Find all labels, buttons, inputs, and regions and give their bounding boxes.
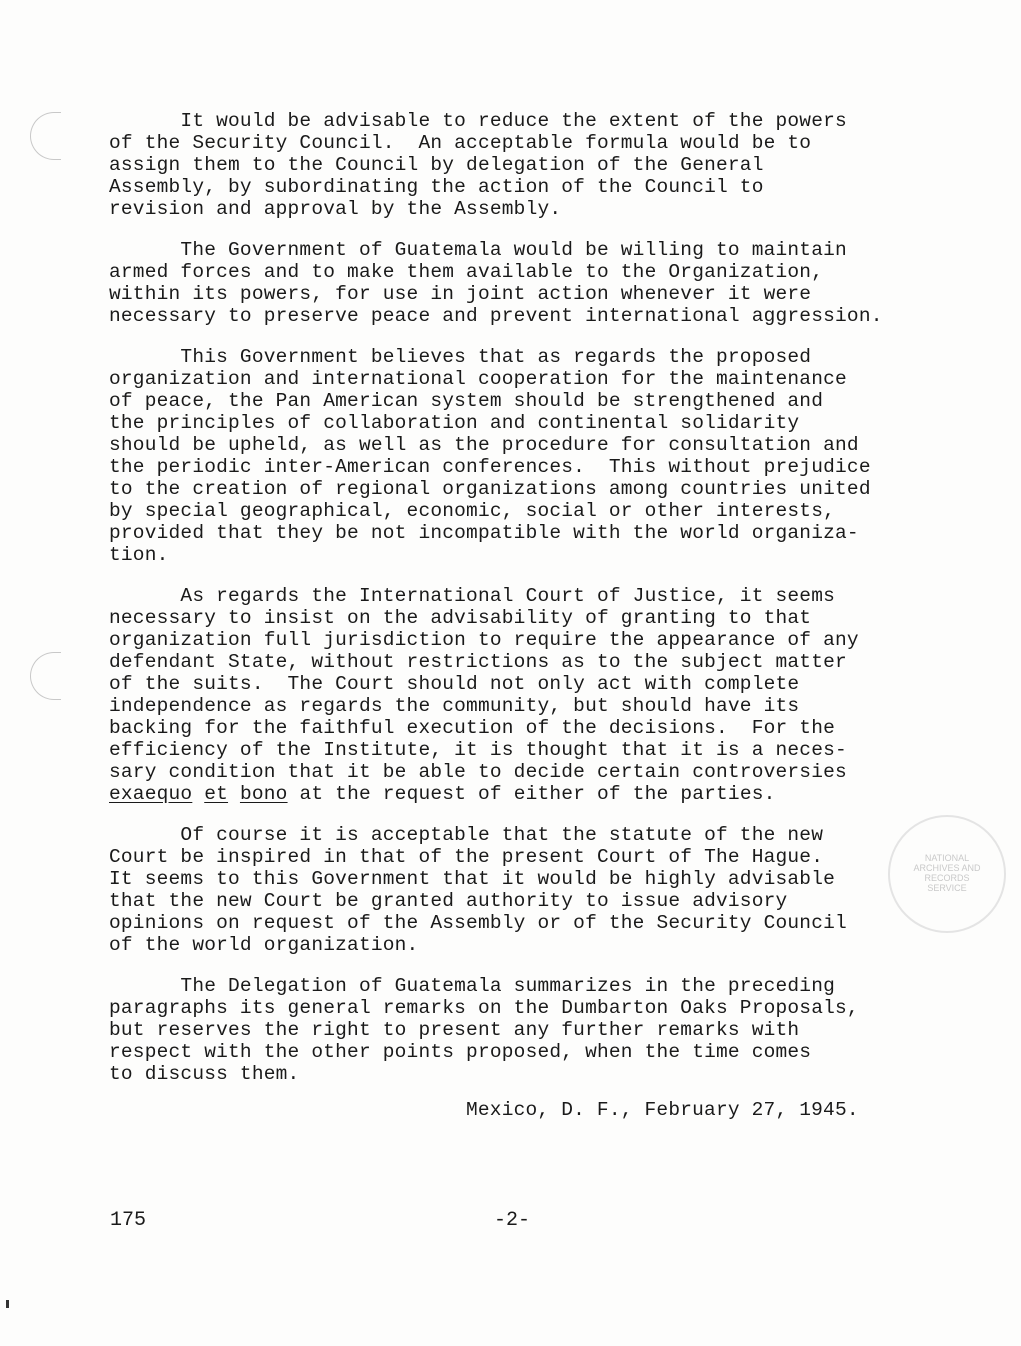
text-line: It seems to this Government that it would be highly advisable [109,868,836,890]
punch-hole-mark [30,652,61,700]
text-line: backing for the faithful execution of the decisions. For the [109,717,836,739]
text-line: necessary to preserve peace and prevent international aggression. [109,305,883,327]
text-line: within its powers, for use in joint action whenever it were [109,283,812,305]
text-line: organization full jurisdiction to require the appearance of any [109,629,859,651]
scan-mark [6,1300,9,1308]
document-number: 175 [110,1209,147,1232]
text-line: independence as regards the community, but should have its [109,695,800,717]
text-line: Court be inspired in that of the present Court of The Hague. [109,846,824,868]
text-line: of the world organization. [109,934,419,956]
date-line: Mexico, D. F., February 27, 1945. [466,1099,859,1121]
text-line: that the new Court be granted authority to issue advisory [109,890,788,912]
text-line: Assembly, by subordinating the action of the Council to [109,176,764,198]
stamp-line: SERVICE [927,883,967,893]
text-line: of peace, the Pan American system should be strengthened and [109,390,824,412]
text-line: the principles of collaboration and continental solidarity [109,412,800,434]
archive-stamp [888,815,1006,933]
text-line: of the Security Council. An acceptable formula would be to [109,132,812,154]
text-line: of the suits. The Court should not only act with complete [109,673,800,695]
text-line: The Delegation of Guatemala summarizes in the preceding [109,975,836,997]
text-line: As regards the International Court of Justice, it seems [109,585,836,607]
latin-term: et [204,783,229,805]
punch-hole-mark [30,112,61,160]
text-line: sary condition that it be able to decide certain controversies [109,761,847,783]
text-line: armed forces and to make them available to the Organization, [109,261,824,283]
text-line: defendant State, without restrictions as to the subject matter [109,651,847,673]
stamp-line: ARCHIVES AND [913,863,981,873]
text-line [109,783,776,805]
stamp-line: NATIONAL [924,853,970,863]
text-line: tion. [109,544,169,566]
text-line: efficiency of the Institute, it is thought that it is a neces- [109,739,847,761]
text-line: to discuss them. [109,1063,300,1085]
text-line: necessary to insist on the advisability of granting to that [109,607,812,629]
text-line: organization and international cooperation for the maintenance [109,368,847,390]
text-line: revision and approval by the Assembly. [109,198,562,220]
text-line: The Government of Guatemala would be willing to maintain [109,239,847,261]
text-line: opinions on request of the Assembly or of the Security Council [109,912,847,934]
latin-term: exaequo [109,783,193,805]
text-fragment: at the request of either of the parties. [287,783,776,805]
text-line: assign them to the Council by delegation of the General [109,154,764,176]
text-line: the periodic inter-American conferences. This without prejudice [109,456,871,478]
text-line: provided that they be not incompatible with the world organiza- [109,522,859,544]
text-line: respect with the other points proposed, when the time comes [109,1041,812,1063]
text-line: to the creation of regional organizations among countries united [109,478,871,500]
text-line: by special geographical, economic, social or other interests, [109,500,836,522]
text-line: Of course it is acceptable that the statute of the new [109,824,824,846]
latin-term: bono [239,783,288,805]
text-line: should be upheld, as well as the procedure for consultation and [109,434,859,456]
text-line: paragraphs its general remarks on the Dumbarton Oaks Proposals, [109,997,859,1019]
page-number: -2- [494,1209,531,1232]
text-line: but reserves the right to present any further remarks with [109,1019,800,1041]
stamp-line: RECORDS [924,873,970,883]
text-line: This Government believes that as regards the proposed [109,346,812,368]
text-line: It would be advisable to reduce the extent of the powers [109,110,847,132]
